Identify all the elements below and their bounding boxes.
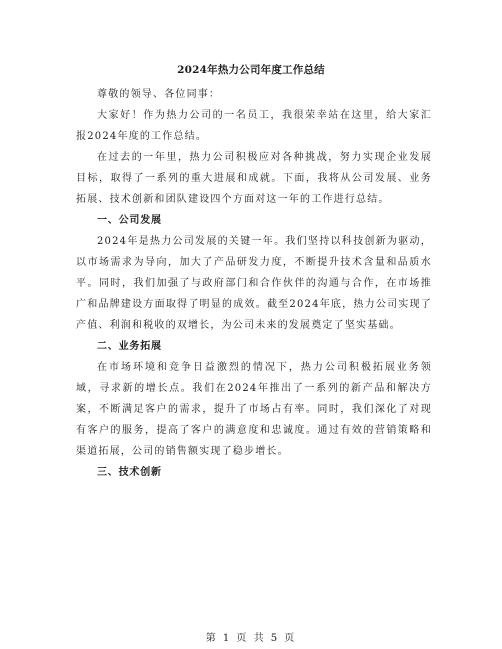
section-heading-company-development: 一、公司发展 (97, 215, 162, 226)
section-heading-technical-innovation: 三、技术创新 (97, 467, 162, 478)
section-text-company-development: 2024年是热力公司发展的关键一年。我们坚持以科技创新为驱动，以市场需求为导向，加大了产品研发力度，不断提升技术含量和品质水平。同时，我们加强了与政府部门和合作伙伴的沟通与合作，在市场推广和品牌建设方面取得了明显的成效。截至2024年底，热力公司实现了产值、利润和税收的双增长，为公司未来的发展奠定了坚实基础。 (76, 236, 432, 331)
page-number-footer: 第 1 页 共 5 页 (205, 633, 297, 644)
document-title: 2024年热力公司年度工作总结 (177, 64, 325, 76)
salutation: 尊敬的领导、各位同事： (97, 89, 221, 100)
section-text-business-expansion: 在市场环境和竞争日益激烈的情况下，热力公司积极拓展业务领域，寻求新的增长点。我们在2024年推出了一系列的新产品和解决方案，不断满足客户的需求，提升了市场占有率。同时，我们深化了对现有客户的服务，提高了客户的满意度和忠诚度。通过有效的营销策略和渠道拓展，公司的销售额实现了稳步增长。 (76, 362, 432, 457)
document-body (76, 84, 432, 483)
intro-paragraph-2: 在过去的一年里，热力公司积极应对各种挑战，努力实现企业发展目标，取得了一系列的重大进展和成就。下面，我将从公司发展、业务拓展、技术创新和团队建设四个方面对这一年的工作进行总结。 (76, 152, 432, 205)
intro-paragraph-1: 大家好！作为热力公司的一名员工，我很荣幸站在这里，给大家汇报2024年度的工作总结。 (76, 110, 432, 142)
section-heading-business-expansion: 二、业务拓展 (97, 341, 162, 352)
